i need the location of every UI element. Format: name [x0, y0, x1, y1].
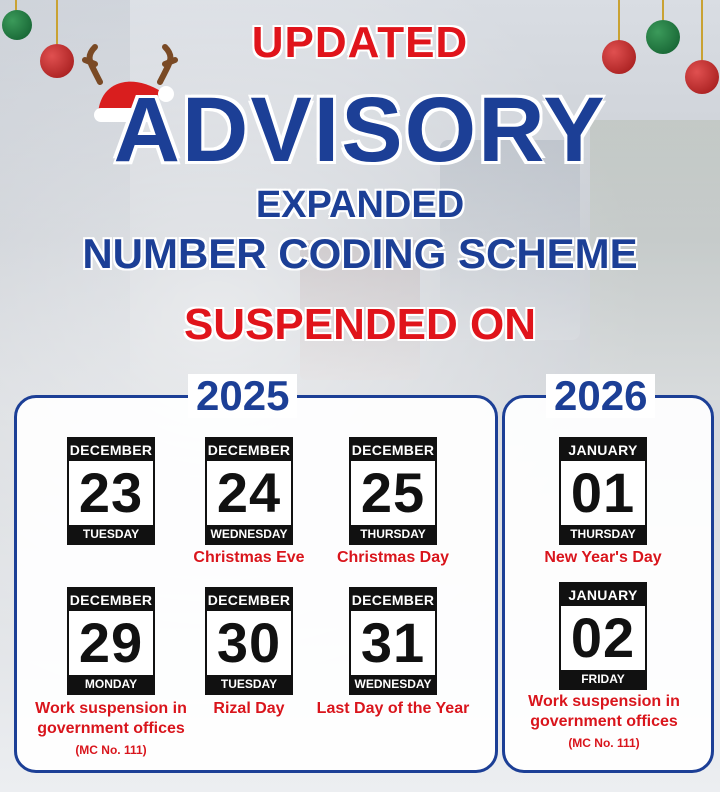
holiday-label: Last Day of the Year: [316, 700, 470, 717]
holiday-label: Work suspension in government offices: [35, 700, 187, 737]
calendar-jan-02: [559, 582, 647, 690]
calendar-month: DECEMBER: [207, 589, 291, 611]
calendar-weekday: MONDAY: [69, 675, 153, 693]
title-number-coding-scheme: NUMBER CODING SCHEME: [82, 230, 638, 277]
title-updated: UPDATED: [251, 18, 469, 67]
calendar-weekday: THURSDAY: [351, 525, 435, 543]
calendar-dec-24: [205, 437, 293, 545]
calendar-day: 30: [216, 611, 282, 674]
calendar-day: 01: [570, 461, 636, 524]
calendar-weekday: TUESDAY: [207, 675, 291, 693]
calendar-dec-29: [67, 587, 155, 695]
calendar-month: DECEMBER: [351, 439, 435, 461]
calendar-weekday: WEDNESDAY: [207, 525, 291, 543]
calendar-weekday: WEDNESDAY: [351, 675, 435, 693]
calendar-month: DECEMBER: [351, 589, 435, 611]
calendar-day: 02: [570, 606, 636, 669]
calendar-day: 24: [216, 461, 282, 524]
calendar-month: DECEMBER: [69, 589, 153, 611]
calendar-day: 31: [360, 611, 426, 674]
calendar-month: JANUARY: [561, 584, 645, 606]
title-expanded: EXPANDED: [255, 184, 465, 226]
calendar-dec-31: [349, 587, 437, 695]
holiday-label: New Year's Day: [544, 549, 662, 566]
memorandum-circular-note: (MC No. 111): [568, 736, 640, 750]
year-2025-label: 2025: [188, 374, 297, 418]
holiday-label: Work suspension in government offices: [528, 693, 680, 730]
memorandum-circular-note: (MC No. 111): [75, 743, 147, 757]
calendar-weekday: FRIDAY: [561, 670, 645, 688]
calendar-day: 29: [78, 611, 144, 674]
year-2026-label: 2026: [546, 374, 655, 418]
calendar-day: 23: [78, 461, 144, 524]
holiday-label: Rizal Day: [213, 700, 285, 717]
calendar-month: DECEMBER: [207, 439, 291, 461]
title-advisory: ADVISORY: [113, 79, 607, 181]
calendar-dec-30: [205, 587, 293, 695]
holiday-label: Christmas Day: [336, 549, 450, 566]
calendar-weekday: THURSDAY: [561, 525, 645, 543]
calendar-month: DECEMBER: [69, 439, 153, 461]
calendar-month: JANUARY: [561, 439, 645, 461]
calendar-dec-25: [349, 437, 437, 545]
calendar-day: 25: [360, 461, 426, 524]
holiday-label: Christmas Eve: [193, 549, 305, 566]
calendar-dec-23: [67, 437, 155, 545]
calendar-jan-01: [559, 437, 647, 545]
calendar-weekday: TUESDAY: [69, 525, 153, 543]
title-suspended-on: SUSPENDED ON: [183, 300, 537, 349]
